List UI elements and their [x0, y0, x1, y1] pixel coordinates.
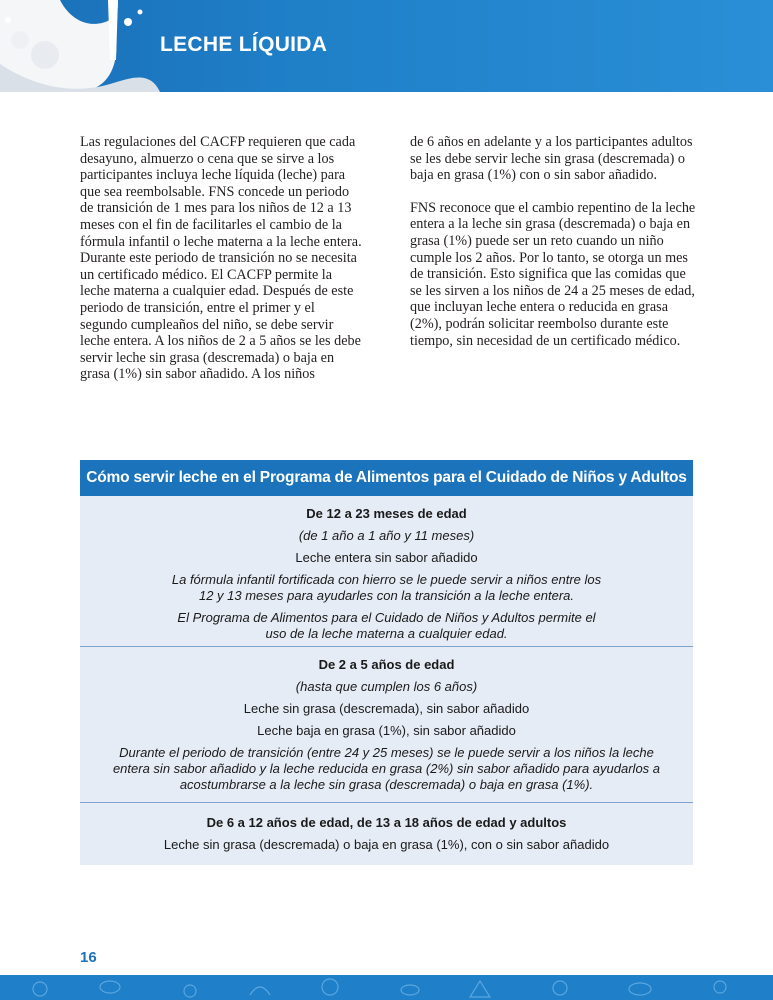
body-paragraph: de 6 años en adelante y a los participantes adultos se les debe servir leche sin grasa (descremada) o baja en grasa (1%) con o sin sabor añadido. [410, 134, 693, 184]
milk-option: Leche sin grasa (descremada) o baja en grasa (1%), con o sin sabor añadido [163, 837, 610, 852]
footer-band [0, 975, 773, 1000]
section-subtitle: (hasta que cumplen los 6 años) [295, 679, 478, 694]
body-paragraph: Las regulaciones del CACFP requieren que cada desayuno, almuerzo o cena que se sirve a los participantes incluya leche líquida (leche) para que sea reembolsable. FNS concede un periodo de transición de 1 mes para los niños de 12 a 13 meses con el fin de facilitarles el cambio de la fórmula infantil o leche materna a la leche entera. Durante este periodo de transición no se necesita un certificado médico. El CACFP permite la leche materna a cualquier edad. Después de este periodo de transición, entre el primer y el segundo cumpleaños del niño, se debe servir leche entera. A los niños de 2 a 5 años se les debe servir leche sin grasa (descremada) o baja en grasa (1%) sin sabor añadido. A los niños [80, 134, 362, 383]
table-section-6-years-adults [80, 803, 693, 853]
milk-option: Leche baja en grasa (1%), sin sabor añadido [257, 723, 516, 738]
header-banner [0, 0, 773, 92]
section-note: Durante el periodo de transición (entre 24 y 25 meses) se le puede servir a los niños la leche entera sin sabor añadido y la leche reducida en grasa (2%) sin sabor añadido para ayudarlos a acostumbrarse a la leche sin grasa (descremada) o baja en grasa (1%). [112, 745, 661, 792]
milk-option: Leche sin grasa (descremada), sin sabor añadido [243, 701, 530, 716]
page-number: 16 [80, 949, 97, 966]
left-column [80, 134, 365, 399]
section-title: De 12 a 23 meses de edad [306, 506, 467, 521]
section-title: De 2 a 5 años de edad [318, 657, 455, 672]
right-column [410, 134, 700, 365]
milk-serving-table [80, 460, 693, 865]
section-title: De 6 a 12 años de edad, de 13 a 18 años de edad y adultos [206, 815, 567, 830]
table-section-12-23-months [80, 496, 693, 647]
table-section-2-5-years [80, 647, 693, 803]
page-title: LECHE LÍQUIDA [160, 33, 328, 56]
section-note: El Programa de Alimentos para el Cuidado de Niños y Adultos permite el uso de la leche materna a cualquier edad. [177, 610, 596, 641]
body-paragraph: FNS reconoce que el cambio repentino de la leche entera a la leche sin grasa (descremada) o baja en grasa (1%) puede ser un reto cuando un niño cumple los 2 años. Por lo tanto, se otorga un mes de transición. Esto significa que las comidas que se les sirven a los niños de 24 a 25 meses de edad, que incluyan leche entera o reducida en grasa (2%), podrán solicitar reembolso durante este tiempo, sin necesidad de un certificado médico. [410, 199, 696, 349]
milk-option: Leche entera sin sabor añadido [295, 550, 478, 565]
section-note: La fórmula infantil fortificada con hierro se le puede servir a niños entre los 12 y 13 meses para ayudarles con la transición a la leche entera. [171, 572, 602, 603]
table-header: Cómo servir leche en el Programa de Alimentos para el Cuidado de Niños y Adultos [80, 460, 693, 496]
milk-splash-icon [0, 0, 160, 92]
food-pattern-icon [0, 975, 773, 1000]
section-subtitle: (de 1 año a 1 año y 11 meses) [298, 528, 475, 543]
